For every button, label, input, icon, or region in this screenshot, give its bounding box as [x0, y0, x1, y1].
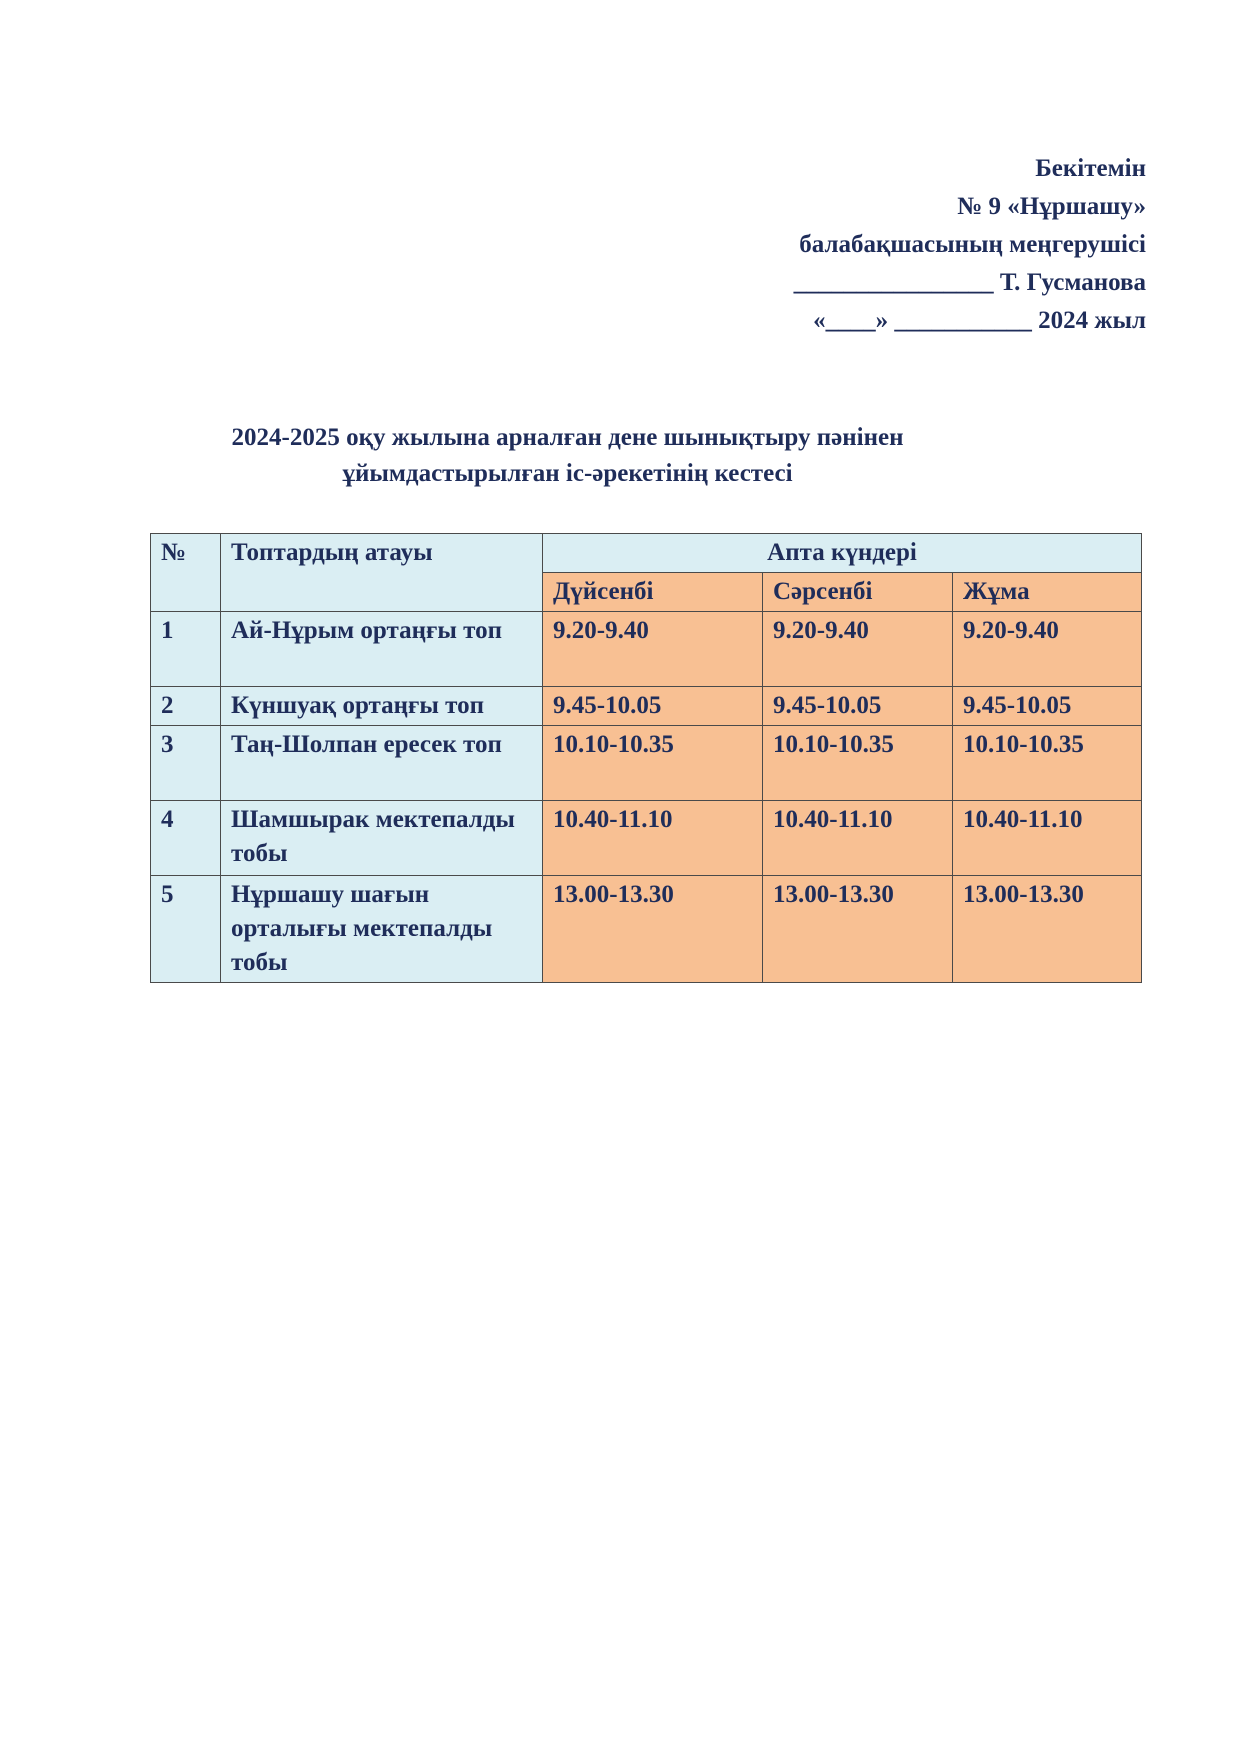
row-time-friday: 10.10-10.35 — [953, 726, 1142, 801]
header-week-days: Апта күндері — [543, 534, 1142, 573]
row-number: 2 — [151, 687, 221, 726]
row-time-monday: 10.10-10.35 — [543, 726, 763, 801]
row-number: 1 — [151, 612, 221, 687]
row-time-monday: 13.00-13.30 — [543, 876, 763, 983]
row-number: 5 — [151, 876, 221, 983]
title-line-1: 2024-2025 оқу жылына арналған дене шынықтыру пәнінен — [231, 424, 904, 451]
approval-line-kindergarten: № 9 «Нұршашу» — [957, 193, 1146, 220]
row-time-wednesday: 13.00-13.30 — [763, 876, 953, 983]
row-time-friday: 9.45-10.05 — [953, 687, 1142, 726]
header-day-monday: Дүйсенбі — [543, 573, 763, 612]
table-row — [151, 612, 1142, 687]
table-row — [151, 801, 1142, 876]
schedule-table — [150, 533, 1142, 983]
row-group-name: Нұршашу шағын орталығы мектепалды тобы — [221, 876, 543, 983]
approval-line-approve: Бекітемін — [1035, 155, 1146, 182]
row-number: 3 — [151, 726, 221, 801]
row-time-monday: 10.40-11.10 — [543, 801, 763, 876]
row-time-friday: 13.00-13.30 — [953, 876, 1142, 983]
table-row — [151, 876, 1142, 983]
row-time-friday: 10.40-11.10 — [953, 801, 1142, 876]
row-group-name: Ай-Нұрым ортаңғы топ — [221, 612, 543, 687]
approval-line-position: балабақшасының меңгерушісі — [799, 231, 1146, 258]
document-title — [0, 420, 1135, 492]
row-time-wednesday: 9.20-9.40 — [763, 612, 953, 687]
row-group-name: Таң-Шолпан ересек топ — [221, 726, 543, 801]
row-time-wednesday: 9.45-10.05 — [763, 687, 953, 726]
header-group-name: Топтардың атауы — [221, 534, 543, 612]
header-day-wednesday: Сәрсенбі — [763, 573, 953, 612]
row-time-monday: 9.20-9.40 — [543, 612, 763, 687]
approval-line-date: «____» ___________ 2024 жыл — [813, 307, 1146, 334]
row-time-wednesday: 10.10-10.35 — [763, 726, 953, 801]
row-time-friday: 9.20-9.40 — [953, 612, 1142, 687]
row-time-wednesday: 10.40-11.10 — [763, 801, 953, 876]
row-time-monday: 9.45-10.05 — [543, 687, 763, 726]
table-row — [151, 687, 1142, 726]
table-row — [151, 726, 1142, 801]
approval-block — [794, 150, 1146, 340]
row-group-name: Күншуақ ортаңғы топ — [221, 687, 543, 726]
title-line-2: ұйымдастырылған іс-әрекетінің кестесі — [342, 460, 793, 487]
header-day-friday: Жұма — [953, 573, 1142, 612]
row-group-name: Шамшырак мектепалды тобы — [221, 801, 543, 876]
header-number: № — [151, 534, 221, 612]
table-header-row — [151, 534, 1142, 573]
approval-line-signature: ________________ Т. Гусманова — [793, 269, 1146, 296]
row-number: 4 — [151, 801, 221, 876]
